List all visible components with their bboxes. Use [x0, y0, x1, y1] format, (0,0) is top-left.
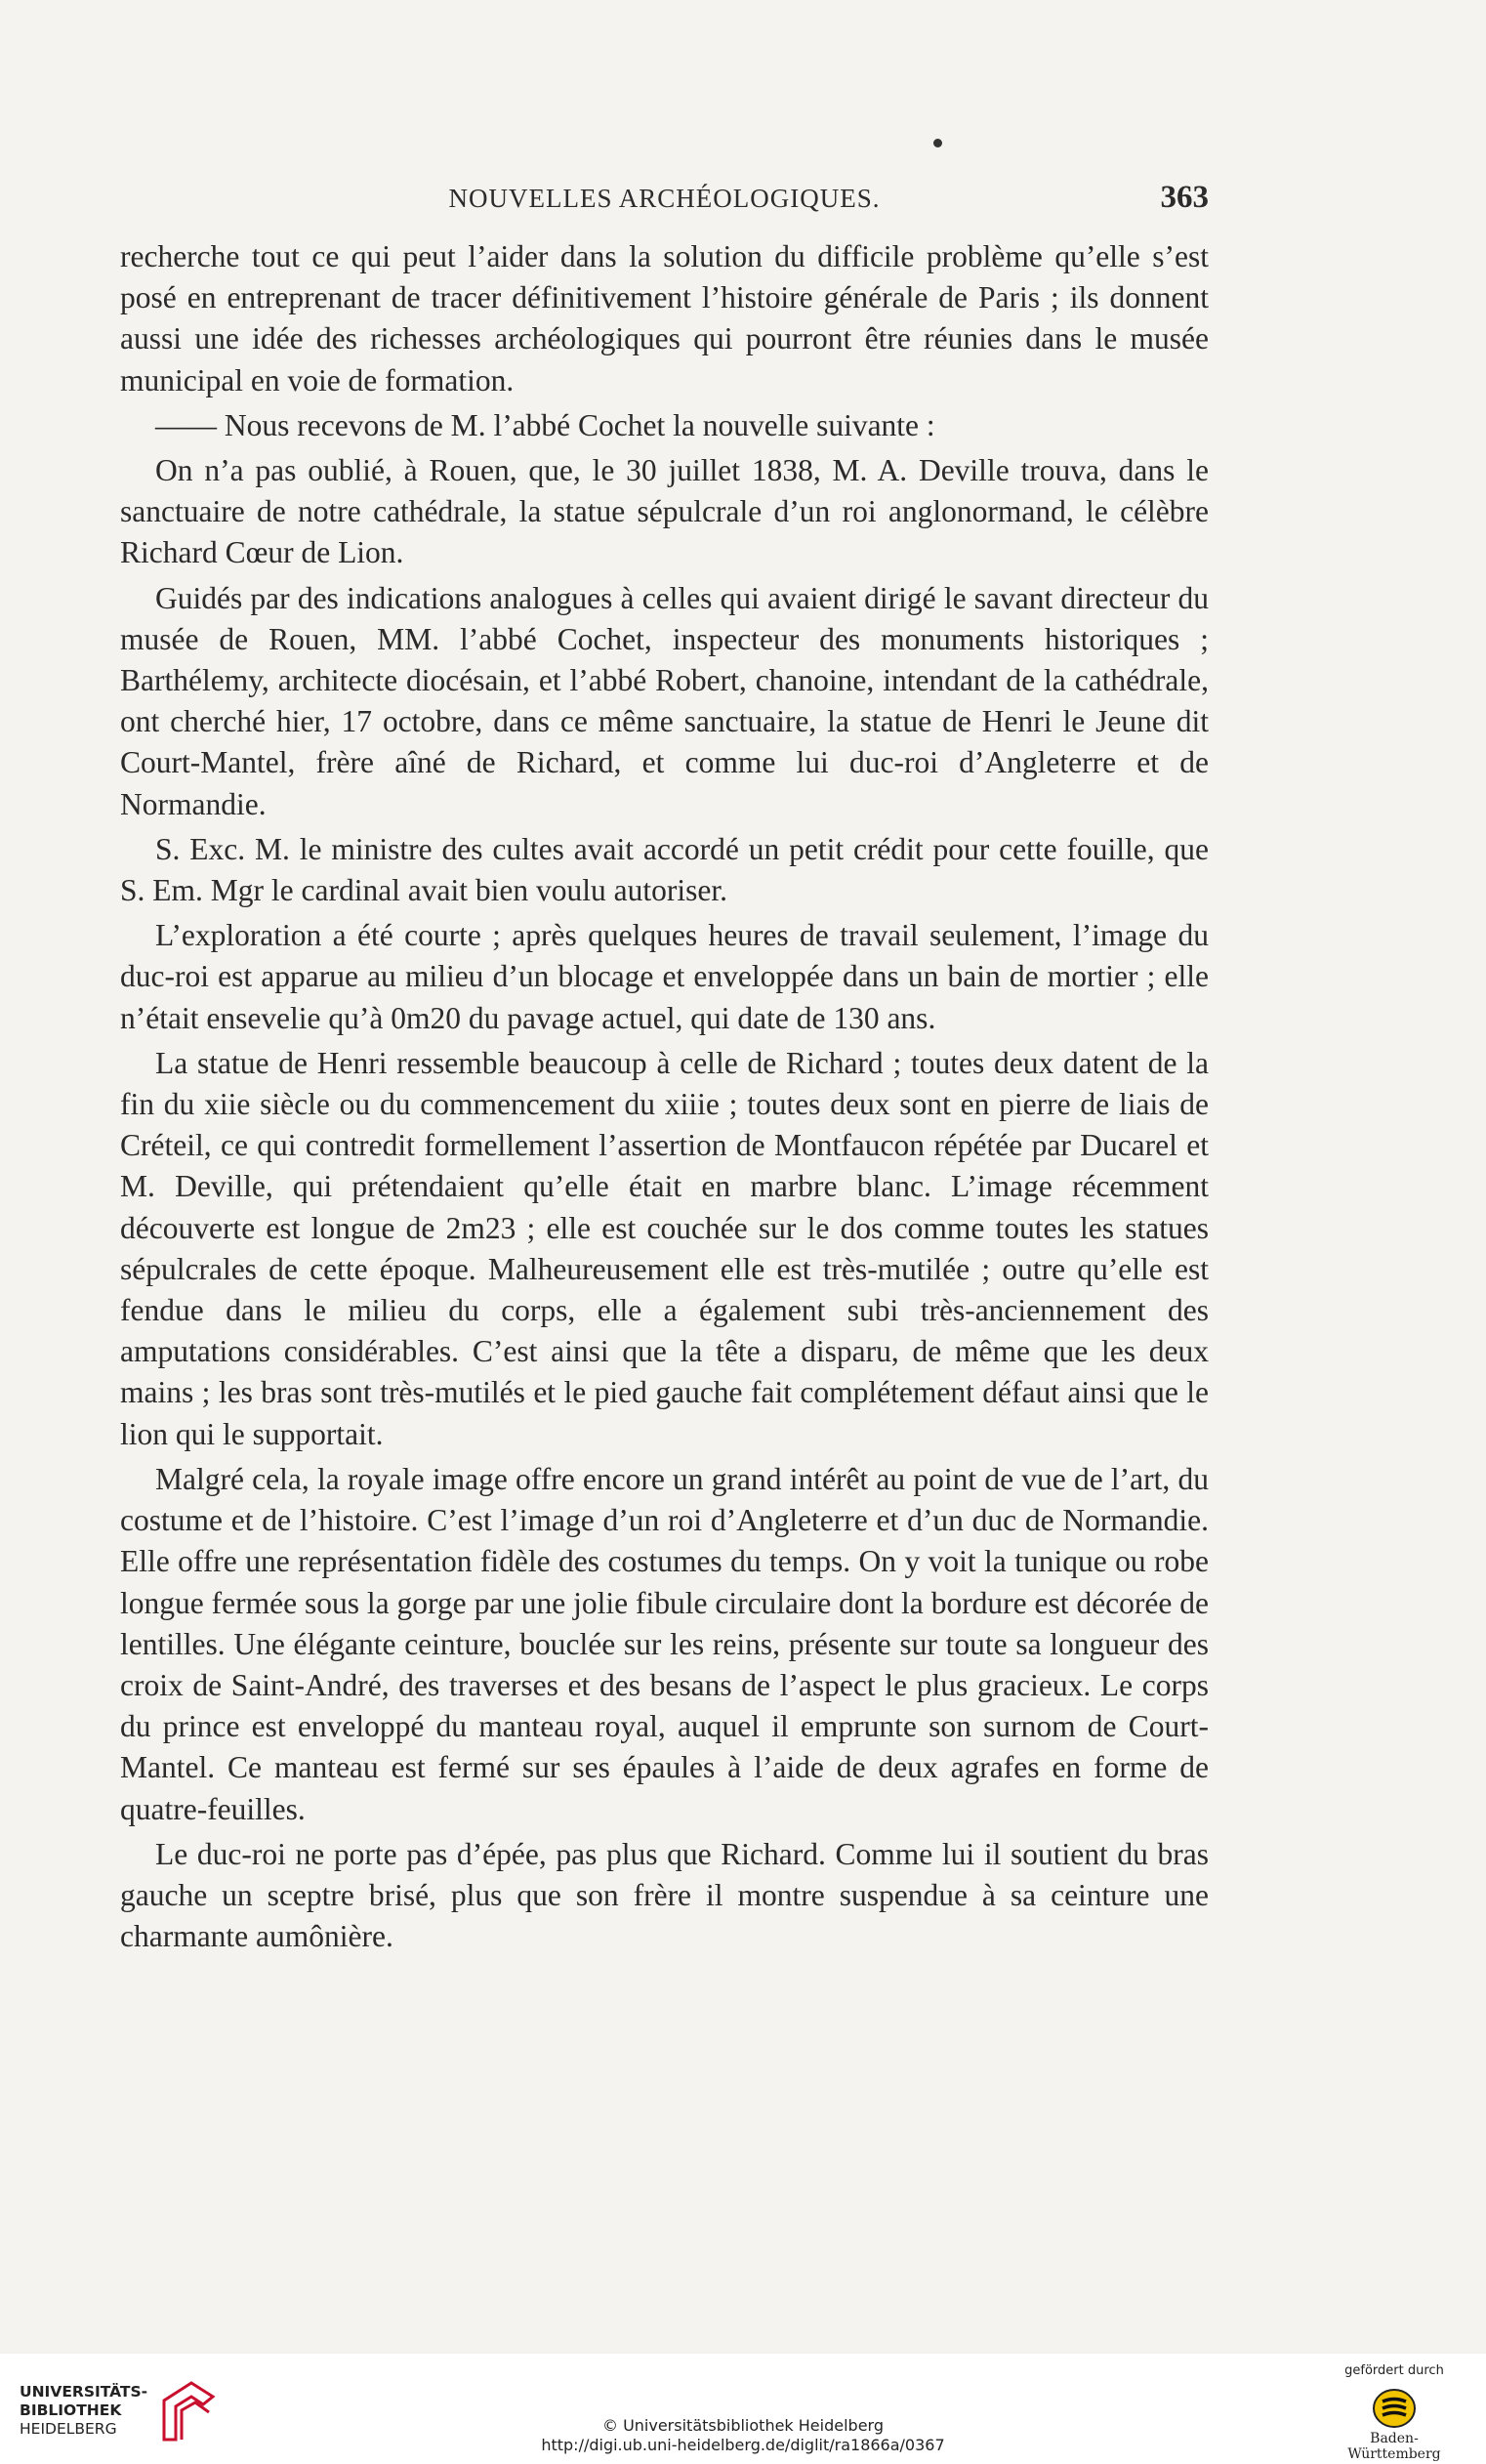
paragraph: On n’a pas oublié, à Rouen, que, le 30 juillet 1838, M. A. Deville trouva, dans le sanctuaire de notre cathédrale, la statue sépulcrale d’un roi anglonormand, le célèbre Richard Cœur de Lion.: [120, 453, 1209, 570]
paragraph: recherche tout ce qui peut l’aider dans la solution du difficile problème qu’elle s’est posé en entreprenant de tracer définitivement l’histoire générale de Paris ; ils donnent aussi une idée des richesses archéologiques qui pourront être réunies dans le musée municipal en voie de formation.: [120, 239, 1209, 397]
footer-bar: [0, 2354, 1486, 2464]
page-number: 363: [1160, 180, 1209, 215]
sponsor-label: gefördert durch: [1344, 2363, 1444, 2378]
running-title: NOUVELLES ARCHÉOLOGIQUES.: [448, 184, 881, 213]
library-name-line1: UNIVERSITÄTS-: [20, 2383, 148, 2401]
page-header: [120, 180, 1209, 227]
paragraph: L’exploration a été courte ; après quelques heures de travail seulement, l’image du duc-roi est apparue au milieu d’un blocage et enveloppée dans un bain de mortier ; elle n’était ensevelie qu’à 0m20 du pavage actuel, qui date de 130 ans.: [120, 918, 1209, 1035]
paragraph: S. Exc. M. le ministre des cultes avait accordé un petit crédit pour cette fouille, que S. Em. Mgr le cardinal avait bien voulu autoriser.: [120, 831, 1209, 908]
copyright-notice: [0, 2416, 1486, 2455]
permalink[interactable]: http://digi.ub.uni-heidelberg.de/diglit/ra1866a/0367: [541, 2436, 945, 2454]
paragraph: —— Nous recevons de M. l’abbé Cochet la nouvelle suivante :: [155, 407, 935, 442]
library-name-line2: BIBLIOTHEK: [20, 2401, 122, 2419]
paragraph: Le duc-roi ne porte pas d’épée, pas plus que Richard. Comme lui il soutient du bras gauche un sceptre brisé, plus que son frère il montre suspendue à sa ceinture une charmante aumônière.: [120, 1836, 1209, 1954]
paragraph: Malgré cela, la royale image offre encore un grand intérêt au point de vue de l’art, du costume et de l’histoire. C’est l’image d’un roi d’Angleterre et d’un duc de Normandie. Elle offre une représentation fidèle des costumes du temps. On y voit la tunique ou robe longue fermée sous la gorge par une jolie fibule circulaire dont la bordure est décorée de lentilles. Une élégante ceinture, bouclée sur les reins, présente sur toute sa longueur des croix de Saint-André, des traverses et des besans de l’aspect le plus gracieux. Le corps du prince est enveloppé du manteau royal, auquel il emprunte son surnom de Court-Mantel. Ce manteau est fermé sur ses épaules à l’aide de deux agrafes en forme de quatre-feuilles.: [120, 1461, 1209, 1826]
ink-spot: [933, 139, 942, 147]
sponsor-block: [1326, 2363, 1463, 2462]
article-body: [120, 236, 1209, 1961]
paragraph: La statue de Henri ressemble beaucoup à celle de Richard ; toutes deux datent de la fin du xiie siècle ou du commencement du xiiie ; toutes deux sont en pierre de liais de Créteil, ce qui contredit formellement l’assertion de Montfaucon répétée par Ducarel et M. Deville, qui prétendaient qu’elle était en marbre blanc. L’image récemment découverte est longue de 2m23 ; elle est couchée sur le dos comme toutes les statues sépulcrales de cette époque. Malheureusement elle est très-mutilée ; outre qu’elle est fendue dans le milieu du corps, elle a également subi très-anciennement des amputations considérables. C’est ainsi que la tête a disparu, de même que les deux mains ; les bras sont très-mutilés et le pied gauche fait complétement défaut ainsi que le lion qui le supportait.: [120, 1045, 1209, 1451]
paragraph: Guidés par des indications analogues à celles qui avaient dirigé le savant directeur du musée de Rouen, MM. l’abbé Cochet, inspecteur des monuments historiques ; Barthélemy, architecte diocésain, et l’abbé Robert, chanoine, intendant de la cathédrale, ont cherché hier, 17 octobre, dans ce même sanctuaire, la statue de Henri le Jeune dit Court-Mantel, frère aîné de Richard, et comme lui duc-roi d’Angleterre et de Normandie.: [120, 580, 1209, 821]
copyright-text: © Universitätsbibliothek Heidelberg: [601, 2416, 884, 2435]
library-name-line3: HEIDELBERG: [20, 2420, 117, 2438]
coat-of-arms-icon: [1370, 2387, 1419, 2430]
sponsor-name: Baden-Württemberg: [1347, 2431, 1441, 2462]
